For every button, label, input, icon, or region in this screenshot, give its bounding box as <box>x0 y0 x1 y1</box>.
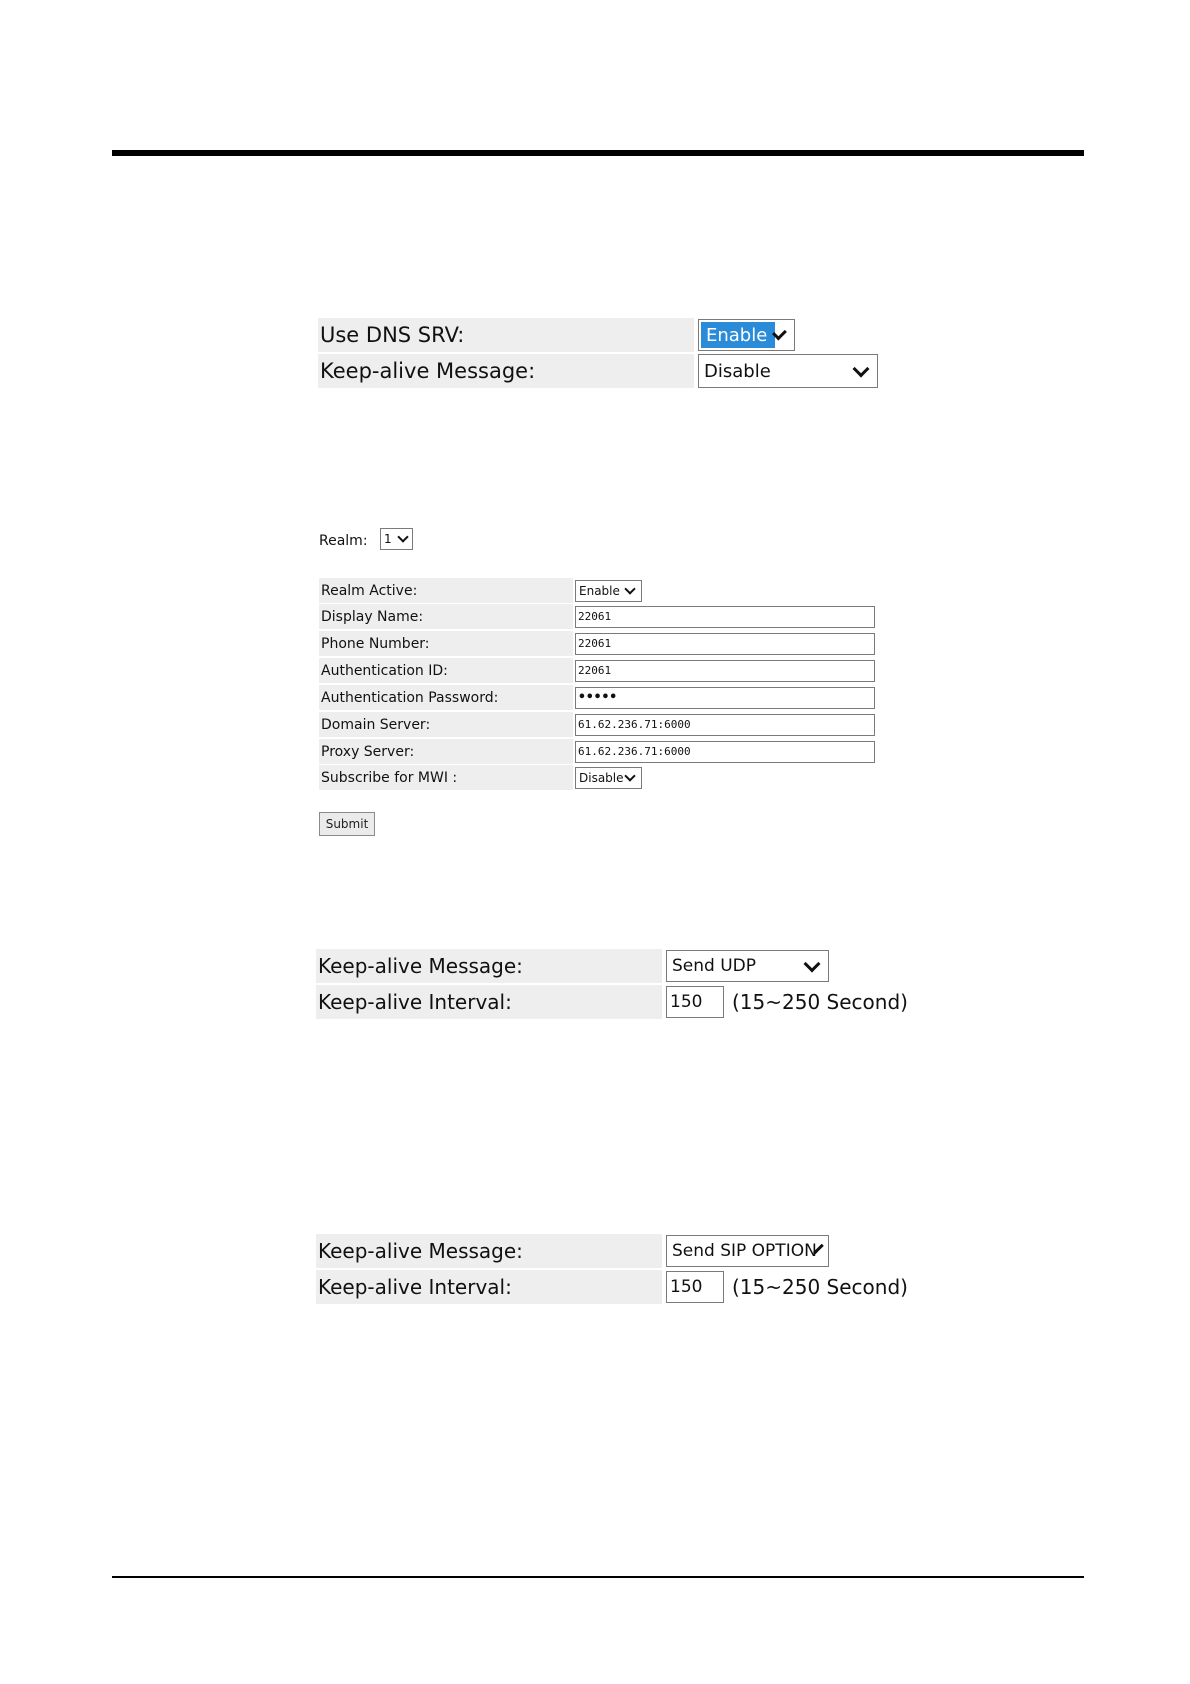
keep-alive-udp-value: Send UDP <box>672 956 757 976</box>
realm-active-value: Enable <box>579 583 620 598</box>
keep-alive-label: Keep-alive Message: <box>318 354 694 388</box>
keep-alive-label: Keep-alive Message: <box>316 1234 662 1268</box>
top-divider <box>112 150 1084 156</box>
auth-password-input[interactable]: ••••• <box>575 687 875 709</box>
use-dns-srv-label: Use DNS SRV: <box>318 318 694 352</box>
keep-alive-row <box>318 354 878 388</box>
subscribe-mwi-label: Subscribe for MWI : <box>319 765 573 790</box>
use-dns-srv-value: Enable <box>701 322 775 348</box>
phone-number-row <box>319 631 875 656</box>
keep-alive-sip-value: Send SIP OPTION <box>672 1241 817 1261</box>
keep-alive-udp-select[interactable] <box>666 950 829 982</box>
chevron-down-icon <box>624 583 635 594</box>
auth-password-label: Authentication Password: <box>319 685 573 710</box>
chevron-down-icon <box>804 955 821 972</box>
auth-id-row <box>319 658 875 683</box>
auth-id-input[interactable]: 22061 <box>575 660 875 682</box>
keep-alive-udp-row <box>316 949 829 983</box>
keep-alive-sip-select[interactable] <box>666 1235 829 1267</box>
phone-number-input[interactable]: 22061 <box>575 633 875 655</box>
keep-alive-interval-udp-input[interactable]: 150 <box>666 986 724 1018</box>
auth-password-row <box>319 685 875 710</box>
keep-alive-select[interactable] <box>698 354 878 388</box>
subscribe-mwi-row <box>319 765 642 790</box>
keep-alive-interval-sip-input[interactable]: 150 <box>666 1271 724 1303</box>
subscribe-mwi-select[interactable] <box>575 767 642 789</box>
realm-active-label: Realm Active: <box>319 578 573 603</box>
realm-label: Realm: <box>319 533 368 549</box>
realm-active-row <box>319 578 642 603</box>
chevron-down-icon <box>624 770 635 781</box>
display-name-input[interactable]: 22061 <box>575 606 875 628</box>
chevron-down-icon <box>853 360 870 377</box>
proxy-server-row <box>319 739 875 764</box>
interval-range-hint: (15~250 Second) <box>732 1275 908 1299</box>
subscribe-mwi-value: Disable <box>579 770 624 785</box>
realm-active-select[interactable] <box>575 580 642 602</box>
keep-alive-value: Disable <box>704 360 771 382</box>
domain-server-label: Domain Server: <box>319 712 573 737</box>
keep-alive-interval-sip-row <box>316 1270 908 1304</box>
proxy-server-label: Proxy Server: <box>319 739 573 764</box>
keep-alive-label: Keep-alive Message: <box>316 949 662 983</box>
use-dns-srv-select[interactable] <box>698 319 795 351</box>
domain-server-input[interactable]: 61.62.236.71:6000 <box>575 714 875 736</box>
interval-range-hint: (15~250 Second) <box>732 990 908 1014</box>
bottom-divider <box>112 1576 1084 1578</box>
submit-button[interactable]: Submit <box>319 812 375 836</box>
display-name-row <box>319 604 875 629</box>
keep-alive-interval-udp-row <box>316 985 908 1019</box>
auth-id-label: Authentication ID: <box>319 658 573 683</box>
display-name-label: Display Name: <box>319 604 573 629</box>
chevron-down-icon <box>397 531 408 542</box>
proxy-server-input[interactable]: 61.62.236.71:6000 <box>575 741 875 763</box>
keep-alive-sip-row <box>316 1234 829 1268</box>
domain-server-row <box>319 712 875 737</box>
realm-select[interactable] <box>380 528 413 550</box>
keep-alive-interval-label: Keep-alive Interval: <box>316 985 662 1019</box>
use-dns-srv-row <box>318 318 795 352</box>
realm-value: 1 <box>384 532 392 546</box>
keep-alive-interval-label: Keep-alive Interval: <box>316 1270 662 1304</box>
phone-number-label: Phone Number: <box>319 631 573 656</box>
